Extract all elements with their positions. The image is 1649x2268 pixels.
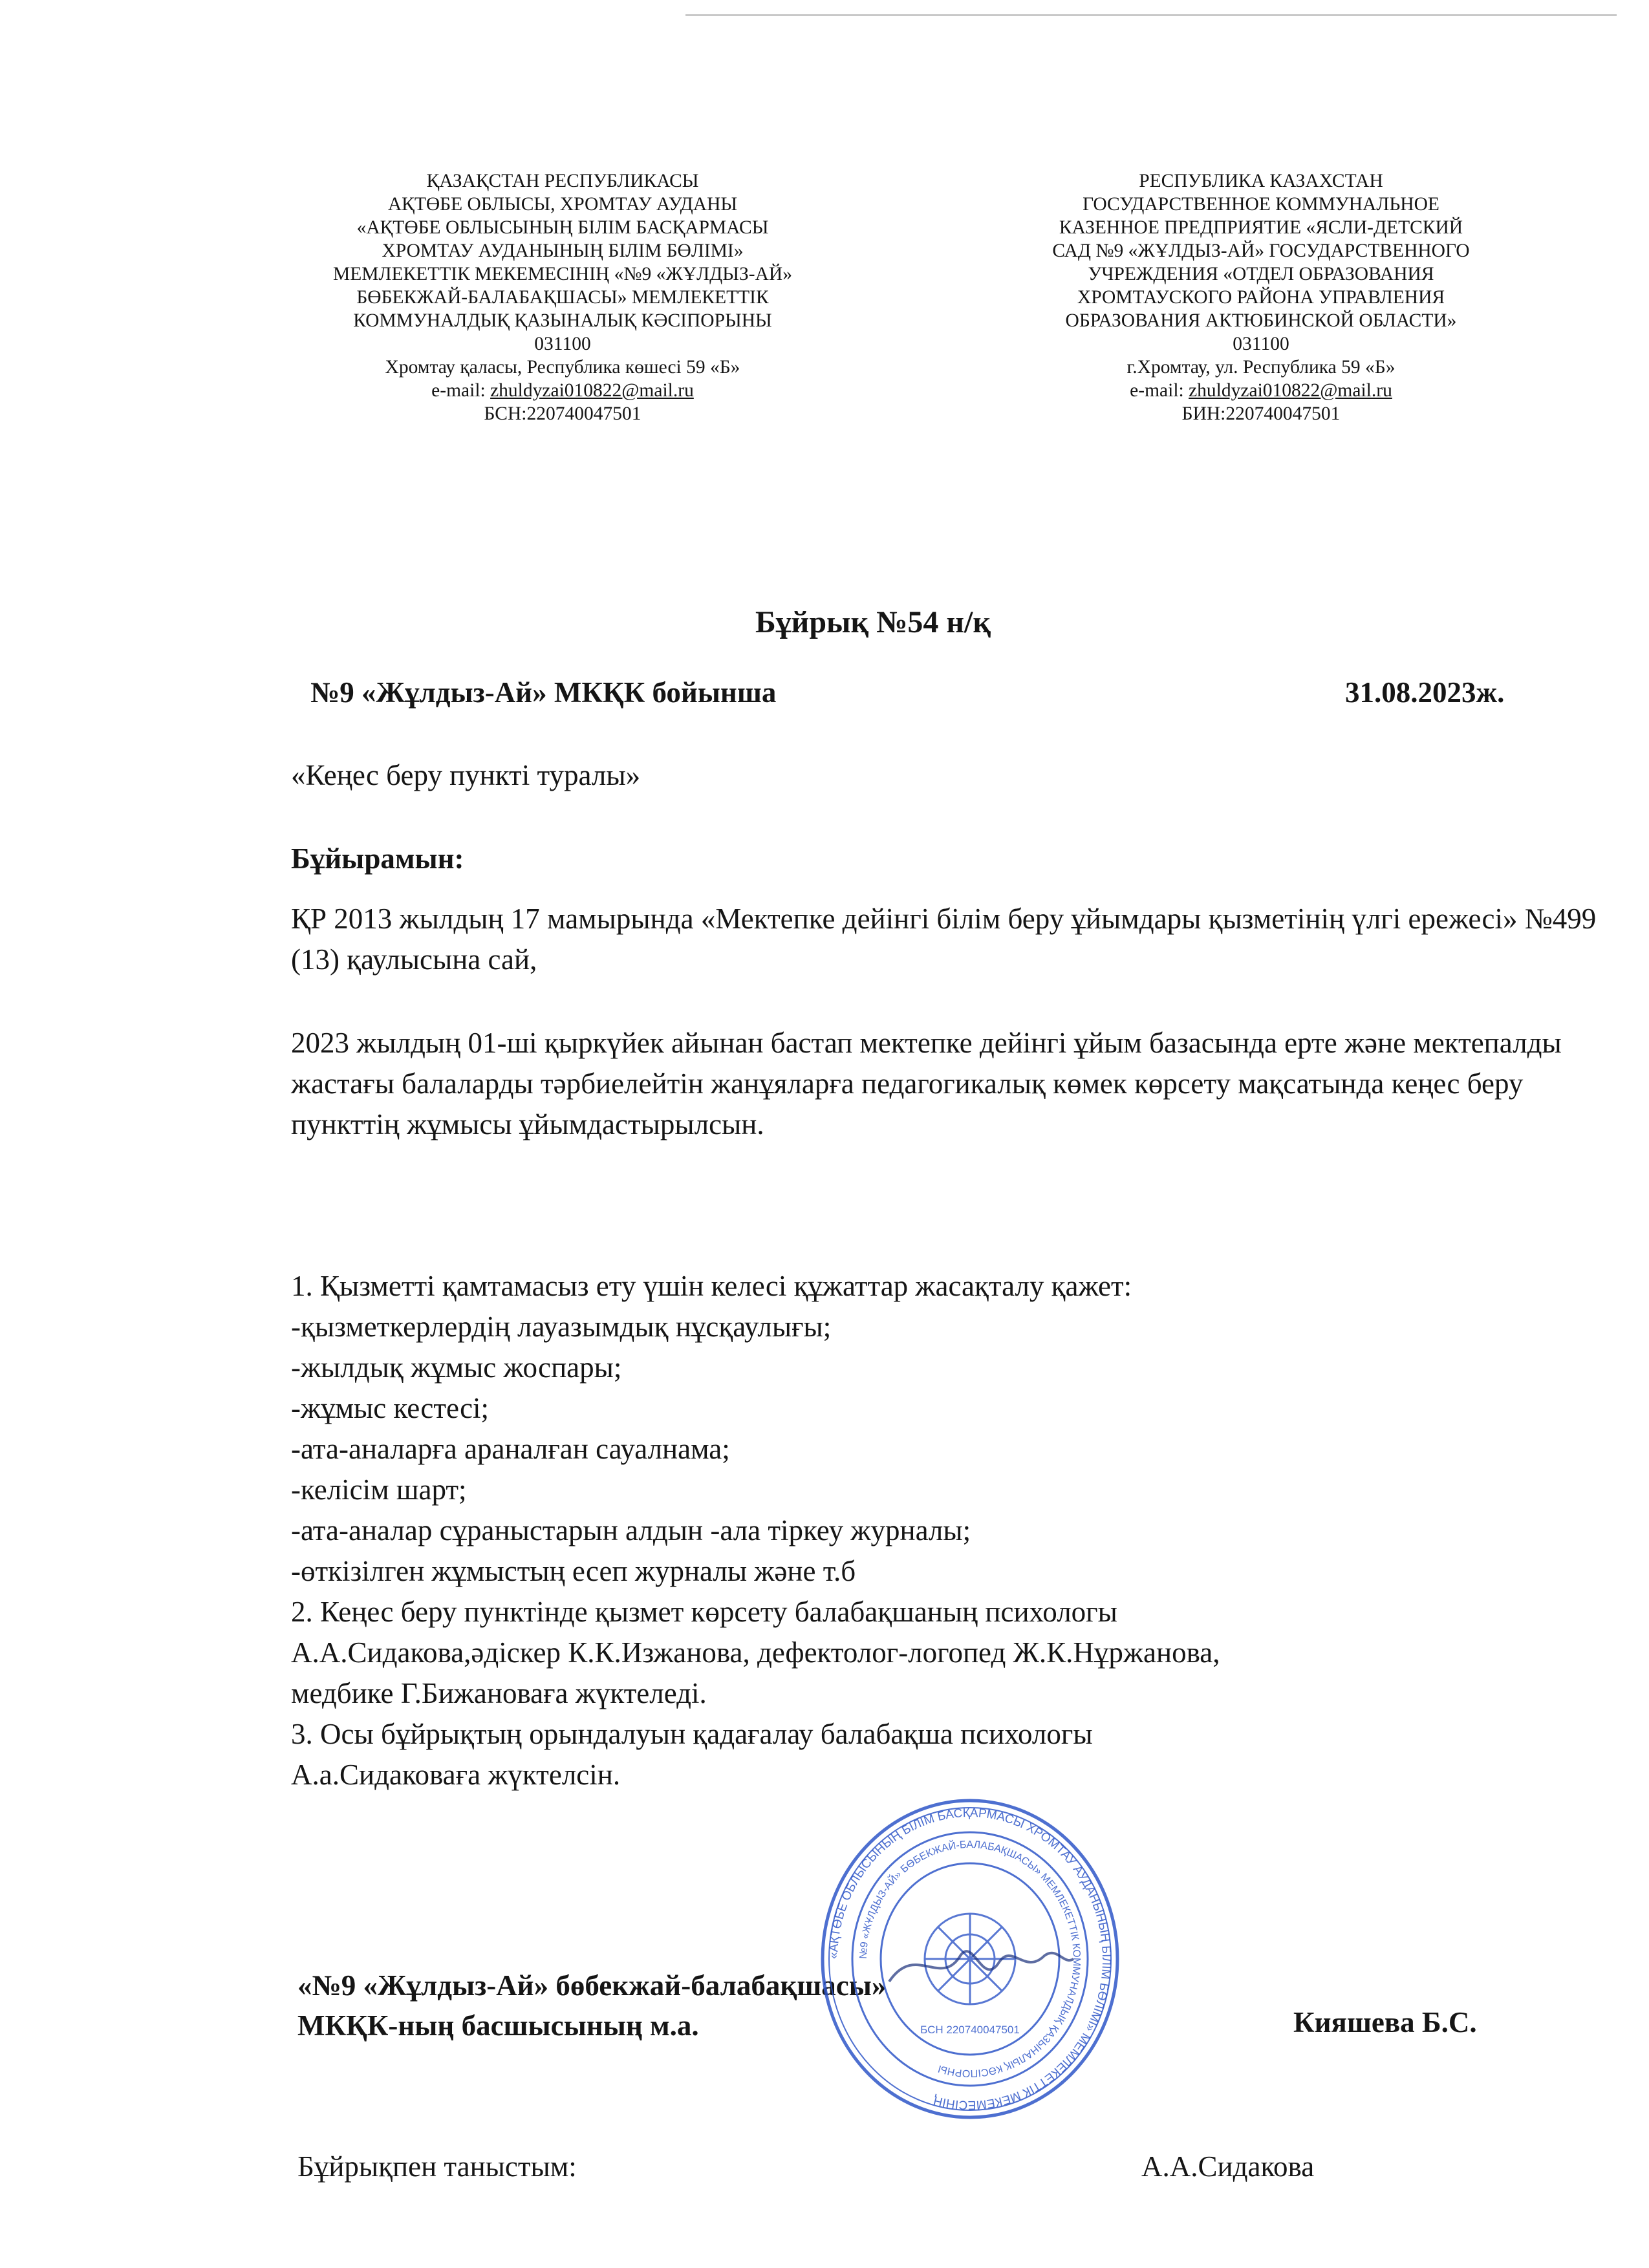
header-email-line (970, 379, 1552, 402)
email-link[interactable]: zhuldyzai010822@mail.ru (490, 380, 694, 401)
order-item: -өткізілген жұмыстың есеп журналы және т.б (291, 1555, 856, 1587)
header-line: КАЗЕННОЕ ПРЕДПРИЯТИЕ «ЯСЛИ-ДЕТСКИЙ (1059, 217, 1463, 238)
acknowledgement-name: А.А.Сидакова (1141, 2150, 1315, 2183)
header-line: ХРОМТАУ АУДАНЫНЫҢ БІЛІМ БӨЛІМІ» (382, 241, 744, 261)
header-line: РЕСПУБЛИКА КАЗАХСТАН (1139, 171, 1383, 191)
header-line: АҚТӨБЕ ОБЛЫСЫ, ХРОМТАУ АУДАНЫ (387, 194, 738, 215)
header-line: САД №9 «ЖҰЛДЫЗ-АЙ» ГОСУДАРСТВЕННОГО (1052, 241, 1470, 261)
header-line: ГОСУДАРСТВЕННОЕ КОММУНАЛЬНОЕ (1083, 194, 1439, 215)
header-address: г.Хромтау, ул. Республика 59 «Б» (1126, 357, 1396, 378)
stamp-inner-text: №9 «ЖҰЛДЫЗ-АЙ» БӨБЕКЖАЙ-БАЛАБАҚШАСЫ» МЕМЛЕКЕТТІК КОММУНАЛДЫҚ ҚАЗЫНАЛЫҚ КӘСІПОРНЫ (857, 1839, 1083, 2079)
order-item: -жұмыс кестесі; (291, 1392, 490, 1424)
official-stamp (818, 1794, 1122, 2124)
signatory-name: Кияшева Б.С. (1293, 2006, 1477, 2038)
signature-org: «№9 «Жұлдыз-Ай» бөбекжай-балабақшасы» (297, 1969, 887, 2002)
order-title: Бұйрық №54 н/қ (755, 605, 991, 639)
order-word: Бұйырамын: (291, 842, 464, 875)
header-line: ОБРАЗОВАНИЯ АКТЮБИНСКОЙ ОБЛАСТИ» (1065, 310, 1457, 331)
stamp-number: БСН 220740047501 (920, 2024, 1020, 2036)
order-item: медбике Г.Бижановаға жүктеледі. (291, 1677, 707, 1709)
header-bin: БИН:220740047501 (1181, 403, 1341, 424)
header-line: МЕМЛЕКЕТТІК МЕКЕМЕСІНІҢ «№9 «ЖҰЛДЫЗ-АЙ» (333, 264, 792, 284)
header-line: ХРОМТАУСКОГО РАЙОНА УПРАВЛЕНИЯ (1077, 287, 1445, 308)
email-label: e-mail: (1130, 380, 1189, 401)
header-postcode: 031100 (534, 334, 591, 354)
scan-edge-line (685, 14, 1617, 16)
order-item: А.а.Сидаковаға жүктелсін. (291, 1759, 621, 1791)
header-russian (970, 169, 1552, 425)
paragraph-decision: 2023 жылдың 01-ші қыркүйек айынан бастап мектепке дейінгі ұйым базасында ерте және мектепалды жастағы балаларды тәрбиелейтін жанұяларға педагогикалық көмек көрсету мақсатында кеңес беру пункттің жұмысы ұйымдастырылсын. (291, 1027, 1562, 1140)
order-item: 1. Қызметті қамтамасыз ету үшін келесі құжаттар жасақталу қажет: (291, 1270, 1132, 1302)
header-bin: БСН:220740047501 (484, 403, 641, 424)
acknowledgement-label: Бұйрықпен таныстым: (297, 2150, 577, 2183)
order-date: 31.08.2023ж. (1345, 676, 1505, 709)
signature-position: МКҚК-ның басшысының м.а. (297, 2009, 699, 2042)
order-item: А.А.Сидакова,әдіскер К.К.Изжанова, дефектолог-логопед Ж.К.Нұржанова, (291, 1636, 1220, 1669)
header-line: КОММУНАЛДЫҚ ҚАЗЫНАЛЫҚ КӘСІПОРЫНЫ (353, 310, 772, 331)
order-item: -келісім шарт; (291, 1473, 467, 1506)
order-item: 2. Кеңес беру пунктінде қызмет көрсету балабақшаның психологы (291, 1596, 1117, 1628)
header-kazakh (285, 169, 841, 425)
order-item: -ата-аналар сұраныстарын алдын -ала тіркеу журналы; (291, 1514, 971, 1546)
order-subject: «Кеңес беру пункті туралы» (291, 759, 641, 791)
order-item: -жылдық жұмыс жоспары; (291, 1351, 622, 1384)
header-email-line (285, 379, 841, 402)
paragraph-basis: ҚР 2013 жылдың 17 мамырында «Мектепке дейінгі білім беру ұйымдары қызметінің үлгі ережесі» №499 (13) қаулысына сай, (291, 903, 1597, 976)
order-item: 3. Осы бұйрықтың орындалуын қадағалау балабақша психологы (291, 1718, 1093, 1750)
email-link[interactable]: zhuldyzai010822@mail.ru (1189, 380, 1392, 401)
signature-scribble (889, 1951, 1073, 1982)
header-postcode: 031100 (1233, 334, 1289, 354)
header-line: «АҚТӨБЕ ОБЛЫСЫНЫҢ БІЛІМ БАСҚАРМАСЫ (356, 217, 769, 238)
order-item: -қызметкерлердің лауазымдық нұсқаулығы; (291, 1311, 832, 1343)
signature-block (297, 1965, 886, 2046)
header-line: ҚАЗАҚСТАН РЕСПУБЛИКАСЫ (426, 171, 699, 191)
order-items (291, 1266, 1597, 1795)
order-organization: №9 «Жұлдыз-Ай» МКҚК бойынша (310, 676, 777, 709)
header-line: УЧРЕЖДЕНИЯ «ОТДЕЛ ОБРАЗОВАНИЯ (1088, 264, 1434, 284)
header-address: Хромтау қаласы, Республика көшесі 59 «Б» (385, 357, 740, 378)
header-line: БӨБЕКЖАЙ-БАЛАБАҚШАСЫ» МЕМЛЕКЕТТІК (356, 287, 769, 308)
email-label: e-mail: (431, 380, 491, 401)
stamp-outer-text: «АҚТӨБЕ ОБЛЫСЫНЫҢ БІЛІМ БАСҚАРМАСЫ ХРОМТАУ АУДАНЫНЫҢ БІЛІМ БӨЛІМІ» МЕМЛЕКЕТТІК МЕКЕМЕСІНІҢ (826, 1806, 1114, 2112)
order-item: -ата-аналарға араналған сауалнама; (291, 1433, 730, 1465)
